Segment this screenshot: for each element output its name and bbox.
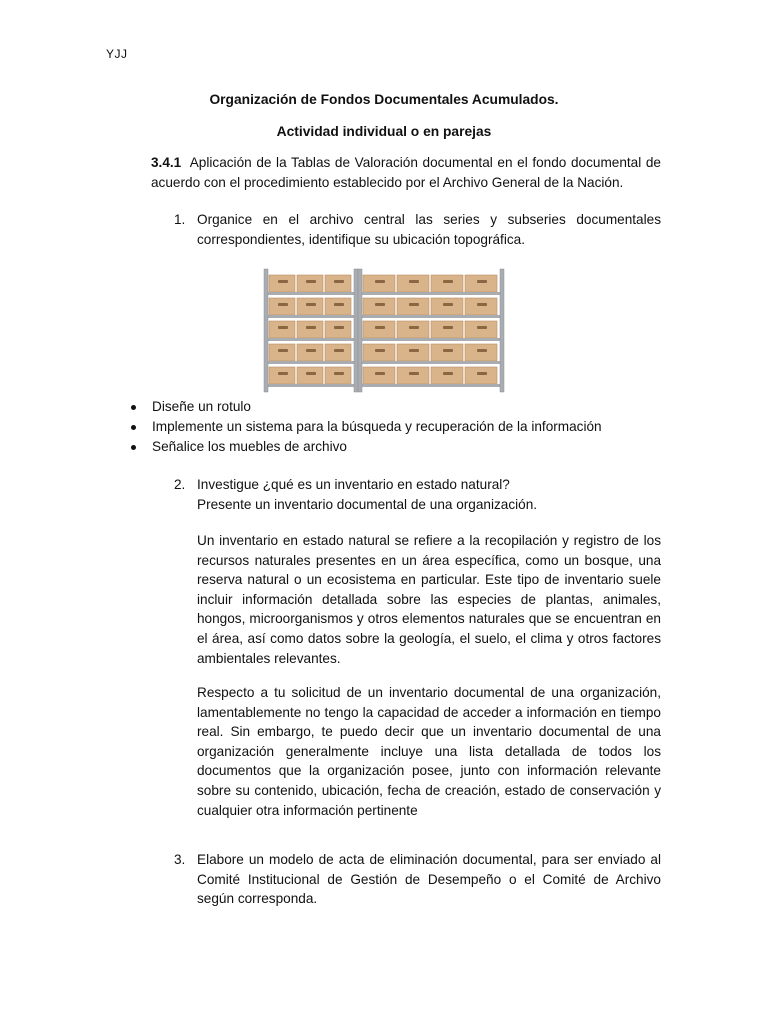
box-handle	[375, 326, 385, 329]
box-handle	[375, 372, 385, 375]
archive-box	[363, 321, 395, 338]
archive-box	[465, 367, 497, 384]
archive-box	[431, 321, 463, 338]
box-handle	[443, 349, 453, 352]
box-handle	[278, 303, 288, 306]
item2-line1: Investigue ¿qué es un inventario en estado natural?	[197, 477, 510, 492]
header-initials: YJJ	[106, 47, 128, 61]
archive-box	[397, 275, 429, 292]
box-handle	[306, 280, 316, 283]
shelf-upright	[264, 269, 268, 392]
box-handle	[409, 280, 419, 283]
archive-box	[325, 275, 351, 292]
intro-text: Aplicación de la Tablas de Valoración documental en el fondo documental de acuerdo con el procedimiento establecido por el Archivo General de la Nación.	[151, 155, 661, 190]
archive-box	[325, 344, 351, 361]
archive-box	[297, 298, 323, 315]
box-handle	[278, 349, 288, 352]
shelf-upright	[354, 269, 358, 392]
shelf-board	[264, 384, 504, 387]
archive-box	[297, 344, 323, 361]
shelf-board	[264, 315, 504, 318]
intro-number: 3.4.1	[151, 155, 182, 170]
archive-box	[325, 367, 351, 384]
archive-box	[465, 275, 497, 292]
box-handle	[409, 303, 419, 306]
archive-box	[325, 298, 351, 315]
archive-box	[269, 298, 295, 315]
bullet-item: Implemente un sistema para la búsqueda y recuperación de la información	[130, 417, 602, 437]
archive-box	[297, 367, 323, 384]
archive-shelf-image	[262, 268, 506, 394]
box-handle	[477, 326, 487, 329]
archive-box	[363, 344, 395, 361]
document-subtitle: Actividad individual o en parejas	[276, 124, 492, 139]
item2-number: 2.	[174, 477, 186, 492]
archive-box	[397, 321, 429, 338]
archive-box	[465, 321, 497, 338]
box-handle	[278, 372, 288, 375]
box-handle	[306, 303, 316, 306]
box-handle	[443, 372, 453, 375]
bullet-item: Señalice los muebles de archivo	[130, 437, 602, 457]
box-handle	[443, 303, 453, 306]
archive-box	[465, 344, 497, 361]
archive-box	[431, 275, 463, 292]
box-handle	[306, 349, 316, 352]
archive-box	[297, 321, 323, 338]
archive-box	[269, 321, 295, 338]
box-handle	[334, 280, 344, 283]
shelf-board	[264, 292, 504, 295]
archive-box	[431, 298, 463, 315]
bullet-item: Diseñe un rotulo	[130, 397, 602, 417]
archive-box	[431, 367, 463, 384]
box-handle	[409, 372, 419, 375]
archive-box	[397, 367, 429, 384]
item1-number: 1.	[174, 212, 186, 227]
box-handle	[306, 326, 316, 329]
archive-box	[431, 344, 463, 361]
archive-box	[297, 275, 323, 292]
item2-line2: Presente un inventario documental de una organización.	[197, 496, 538, 512]
box-handle	[409, 349, 419, 352]
document-title: Organización de Fondos Documentales Acumulados.	[209, 92, 559, 107]
box-handle	[334, 349, 344, 352]
box-handle	[477, 303, 487, 306]
archive-box	[363, 298, 395, 315]
box-handle	[334, 372, 344, 375]
archive-box	[269, 367, 295, 384]
intro-paragraph	[151, 153, 661, 192]
shelf-upright	[500, 269, 504, 392]
box-handle	[375, 280, 385, 283]
box-handle	[409, 326, 419, 329]
archive-box	[363, 367, 395, 384]
item3-number: 3.	[174, 852, 186, 867]
archive-box	[269, 275, 295, 292]
archive-box	[269, 344, 295, 361]
box-handle	[477, 280, 487, 283]
box-handle	[443, 326, 453, 329]
item2-paragraph2: Respecto a tu solicitud de un inventario documental de una organización, lamentablemente no tengo la capacidad de acceder a información en tiempo real. Sin embargo, te puedo decir que un inventario documental de una organización generalmente incluye una lista detallada de todos los documentos que la organización posee, junto con información relevante sobre su contenido, ubicación, fecha de creación, estado de conservación y cualquier otra información pertinente	[197, 685, 661, 818]
item2-paragraph1: Un inventario en estado natural se refiere a la recopilación y registro de los recursos naturales presentes en un área específica, como un bosque, una reserva natural o un ecosistema en particular. Este tipo de inventario suele incluir información detallada sobre las especies de plantas, animales, hongos, microorganismos y otros elementos naturales que se encuentran en el área, así como datos sobre la geología, el suelo, el clima y otros factores ambientales relevantes.	[197, 533, 661, 666]
shelf-board	[264, 361, 504, 364]
box-handle	[306, 372, 316, 375]
archive-box	[465, 298, 497, 315]
item2-question	[197, 475, 661, 514]
shelf-board	[264, 338, 504, 341]
box-handle	[477, 349, 487, 352]
archive-box	[325, 321, 351, 338]
box-handle	[443, 280, 453, 283]
box-handle	[278, 280, 288, 283]
bullet-list	[130, 397, 602, 457]
box-handle	[477, 372, 487, 375]
box-handle	[375, 303, 385, 306]
box-handle	[334, 326, 344, 329]
archive-box	[397, 298, 429, 315]
box-handle	[278, 326, 288, 329]
box-handle	[375, 349, 385, 352]
archive-box	[397, 344, 429, 361]
archive-box	[363, 275, 395, 292]
item3-text: Elabore un modelo de acta de eliminación documental, para ser enviado al Comité Institucional de Gestión de Desempeño o el Comité de Archivo según corresponda.	[197, 852, 661, 907]
box-handle	[334, 303, 344, 306]
shelf-upright	[358, 269, 362, 392]
item1-text: Organice en el archivo central las series y subseries documentales correspondientes, identifique su ubicación topográfica.	[197, 212, 661, 247]
